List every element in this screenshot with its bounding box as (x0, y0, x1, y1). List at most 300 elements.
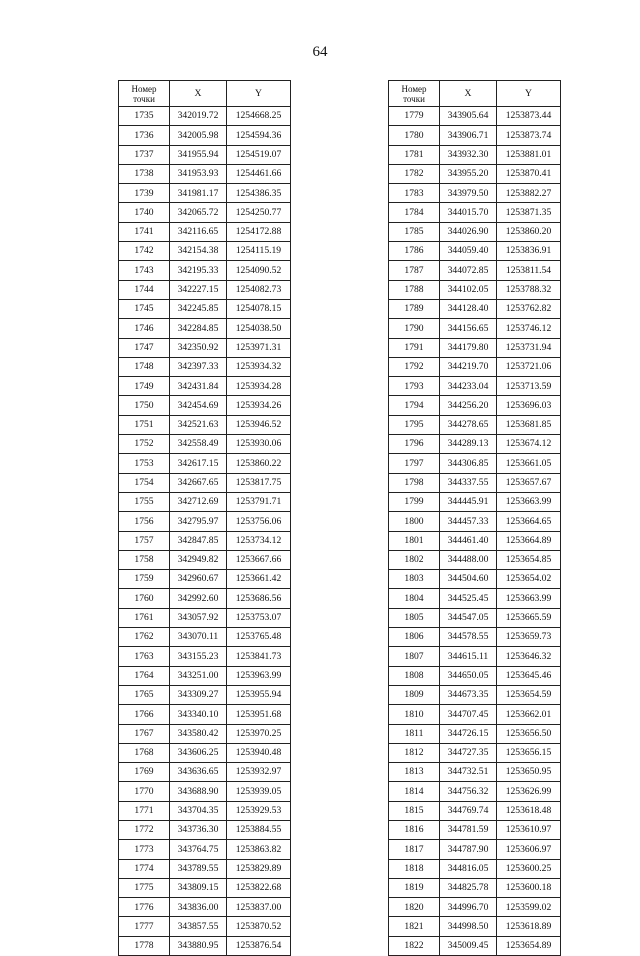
table-row (119, 184, 291, 203)
cell-y: 1253882.27 (497, 184, 561, 203)
cell-point-number: 1745 (119, 299, 170, 318)
cell-y: 1254090.52 (227, 261, 291, 280)
cell-x: 342454.69 (170, 396, 227, 415)
cell-x: 343789.55 (170, 859, 227, 878)
cell-point-number: 1738 (119, 164, 170, 183)
cell-x: 342116.65 (170, 222, 227, 241)
cell-x: 343836.00 (170, 898, 227, 917)
table-row (119, 666, 291, 685)
cell-y: 1253822.68 (227, 878, 291, 897)
cell-point-number: 1735 (119, 107, 170, 126)
table-row (389, 222, 561, 241)
table-row (119, 840, 291, 859)
cell-point-number: 1775 (119, 878, 170, 897)
cell-y: 1253600.18 (497, 878, 561, 897)
coordinates-table-right (388, 80, 561, 956)
cell-y: 1253664.89 (497, 531, 561, 550)
cell-point-number: 1760 (119, 589, 170, 608)
table-row (389, 145, 561, 164)
table-row (119, 763, 291, 782)
cell-y: 1253654.02 (497, 570, 561, 589)
cell-point-number: 1779 (389, 107, 440, 126)
table-row (389, 878, 561, 897)
cell-y: 1253873.44 (497, 107, 561, 126)
table-row (119, 570, 291, 589)
cell-x: 343070.11 (170, 628, 227, 647)
table-row (389, 724, 561, 743)
cell-x: 344787.90 (440, 840, 497, 859)
cell-y: 1254078.15 (227, 299, 291, 318)
cell-x: 343251.00 (170, 666, 227, 685)
table-row (119, 261, 291, 280)
table-row (389, 628, 561, 647)
table-row (389, 126, 561, 145)
cell-point-number: 1767 (119, 724, 170, 743)
cell-point-number: 1811 (389, 724, 440, 743)
cell-x: 343704.35 (170, 801, 227, 820)
table-row (389, 859, 561, 878)
cell-point-number: 1802 (389, 550, 440, 569)
cell-x: 344673.35 (440, 685, 497, 704)
cell-x: 344781.59 (440, 820, 497, 839)
cell-point-number: 1784 (389, 203, 440, 222)
cell-point-number: 1805 (389, 608, 440, 627)
table-row (119, 338, 291, 357)
cell-x: 343905.64 (440, 107, 497, 126)
cell-y: 1253654.59 (497, 685, 561, 704)
table-row (119, 473, 291, 492)
table-row (119, 820, 291, 839)
header-x: X (440, 81, 497, 107)
cell-point-number: 1793 (389, 377, 440, 396)
cell-y: 1253656.15 (497, 743, 561, 762)
cell-y: 1253646.32 (497, 647, 561, 666)
table-row (389, 164, 561, 183)
cell-point-number: 1815 (389, 801, 440, 820)
table-row (389, 936, 561, 955)
cell-point-number: 1786 (389, 242, 440, 261)
cell-x: 342195.33 (170, 261, 227, 280)
cell-y: 1253662.01 (497, 705, 561, 724)
cell-x: 342397.33 (170, 357, 227, 376)
table-row (389, 820, 561, 839)
cell-y: 1253664.65 (497, 512, 561, 531)
table-row (389, 589, 561, 608)
cell-point-number: 1820 (389, 898, 440, 917)
cell-point-number: 1772 (119, 820, 170, 839)
cell-y: 1253955.94 (227, 685, 291, 704)
cell-y: 1253661.42 (227, 570, 291, 589)
cell-point-number: 1813 (389, 763, 440, 782)
cell-x: 344256.20 (440, 396, 497, 415)
cell-x: 342227.15 (170, 280, 227, 299)
cell-point-number: 1763 (119, 647, 170, 666)
cell-y: 1253659.73 (497, 628, 561, 647)
cell-point-number: 1791 (389, 338, 440, 357)
cell-y: 1254668.25 (227, 107, 291, 126)
cell-x: 341953.93 (170, 164, 227, 183)
cell-point-number: 1746 (119, 319, 170, 338)
cell-x: 345009.45 (440, 936, 497, 955)
cell-x: 344727.35 (440, 743, 497, 762)
cell-y: 1253626.99 (497, 782, 561, 801)
table-row (389, 435, 561, 454)
cell-x: 343906.71 (440, 126, 497, 145)
cell-x: 344102.05 (440, 280, 497, 299)
cell-point-number: 1740 (119, 203, 170, 222)
table-header-row (389, 81, 561, 107)
cell-point-number: 1771 (119, 801, 170, 820)
table-row (119, 164, 291, 183)
cell-point-number: 1750 (119, 396, 170, 415)
header-y: Y (497, 81, 561, 107)
cell-point-number: 1741 (119, 222, 170, 241)
table-row (119, 628, 291, 647)
table-row (119, 222, 291, 241)
cell-y: 1253951.68 (227, 705, 291, 724)
cell-x: 344998.50 (440, 917, 497, 936)
table-row (119, 936, 291, 955)
cell-y: 1253762.82 (497, 299, 561, 318)
table-row (389, 473, 561, 492)
cell-y: 1253930.06 (227, 435, 291, 454)
cell-x: 344445.91 (440, 492, 497, 511)
cell-x: 344769.74 (440, 801, 497, 820)
cell-point-number: 1751 (119, 415, 170, 434)
cell-x: 344816.05 (440, 859, 497, 878)
table-row (119, 319, 291, 338)
cell-y: 1254461.66 (227, 164, 291, 183)
cell-x: 344504.60 (440, 570, 497, 589)
table-row (119, 203, 291, 222)
cell-y: 1253734.12 (227, 531, 291, 550)
cell-y: 1253667.66 (227, 550, 291, 569)
table-row (119, 589, 291, 608)
cell-x: 344488.00 (440, 550, 497, 569)
cell-point-number: 1822 (389, 936, 440, 955)
cell-x: 343764.75 (170, 840, 227, 859)
table-row (119, 357, 291, 376)
cell-y: 1253871.35 (497, 203, 561, 222)
cell-point-number: 1761 (119, 608, 170, 627)
table-row (389, 512, 561, 531)
table-row (389, 763, 561, 782)
cell-point-number: 1797 (389, 454, 440, 473)
cell-y: 1253753.07 (227, 608, 291, 627)
table-row (389, 917, 561, 936)
cell-x: 344525.45 (440, 589, 497, 608)
table-row (119, 898, 291, 917)
cell-y: 1253884.55 (227, 820, 291, 839)
cell-x: 342847.85 (170, 531, 227, 550)
cell-x: 343932.30 (440, 145, 497, 164)
cell-y: 1253970.25 (227, 724, 291, 743)
table-row (119, 242, 291, 261)
cell-y: 1253681.85 (497, 415, 561, 434)
cell-y: 1253934.26 (227, 396, 291, 415)
cell-y: 1253841.73 (227, 647, 291, 666)
cell-x: 344306.85 (440, 454, 497, 473)
cell-x: 344156.65 (440, 319, 497, 338)
cell-point-number: 1776 (119, 898, 170, 917)
cell-x: 343955.20 (440, 164, 497, 183)
cell-point-number: 1803 (389, 570, 440, 589)
cell-point-number: 1792 (389, 357, 440, 376)
cell-point-number: 1781 (389, 145, 440, 164)
cell-x: 342005.98 (170, 126, 227, 145)
cell-point-number: 1816 (389, 820, 440, 839)
cell-x: 344179.80 (440, 338, 497, 357)
cell-x: 344233.04 (440, 377, 497, 396)
table-row (389, 685, 561, 704)
table-row (389, 782, 561, 801)
cell-y: 1253946.52 (227, 415, 291, 434)
table-row (119, 454, 291, 473)
cell-y: 1253765.48 (227, 628, 291, 647)
table-row (389, 801, 561, 820)
cell-point-number: 1755 (119, 492, 170, 511)
cell-x: 341955.94 (170, 145, 227, 164)
cell-y: 1253811.54 (497, 261, 561, 280)
cell-y: 1253929.53 (227, 801, 291, 820)
table-row (119, 107, 291, 126)
table-row (389, 647, 561, 666)
table-row (389, 377, 561, 396)
cell-y: 1253881.01 (497, 145, 561, 164)
cell-point-number: 1787 (389, 261, 440, 280)
cell-x: 343688.90 (170, 782, 227, 801)
table-row (119, 782, 291, 801)
table-row (389, 357, 561, 376)
cell-x: 342712.69 (170, 492, 227, 511)
cell-y: 1253876.54 (227, 936, 291, 955)
cell-y: 1253657.67 (497, 473, 561, 492)
cell-point-number: 1768 (119, 743, 170, 762)
table-row (119, 299, 291, 318)
cell-x: 342558.49 (170, 435, 227, 454)
cell-y: 1253721.06 (497, 357, 561, 376)
cell-y: 1254115.19 (227, 242, 291, 261)
cell-point-number: 1752 (119, 435, 170, 454)
cell-point-number: 1756 (119, 512, 170, 531)
table-row (389, 319, 561, 338)
cell-point-number: 1795 (389, 415, 440, 434)
cell-point-number: 1770 (119, 782, 170, 801)
cell-x: 344289.13 (440, 435, 497, 454)
table-row (389, 898, 561, 917)
cell-x: 344825.78 (440, 878, 497, 897)
table-row (119, 531, 291, 550)
table-row (389, 107, 561, 126)
cell-point-number: 1773 (119, 840, 170, 859)
cell-point-number: 1785 (389, 222, 440, 241)
table-row (119, 743, 291, 762)
table-row (389, 705, 561, 724)
cell-point-number: 1794 (389, 396, 440, 415)
cell-x: 343057.92 (170, 608, 227, 627)
cell-point-number: 1783 (389, 184, 440, 203)
cell-x: 344650.05 (440, 666, 497, 685)
cell-x: 343340.10 (170, 705, 227, 724)
cell-point-number: 1812 (389, 743, 440, 762)
cell-point-number: 1810 (389, 705, 440, 724)
cell-x: 342154.38 (170, 242, 227, 261)
cell-y: 1254082.73 (227, 280, 291, 299)
cell-point-number: 1744 (119, 280, 170, 299)
cell-y: 1253934.32 (227, 357, 291, 376)
cell-point-number: 1800 (389, 512, 440, 531)
cell-x: 344072.85 (440, 261, 497, 280)
table-row (119, 724, 291, 743)
cell-x: 344059.40 (440, 242, 497, 261)
cell-x: 344707.45 (440, 705, 497, 724)
cell-y: 1253686.56 (227, 589, 291, 608)
cell-point-number: 1801 (389, 531, 440, 550)
cell-y: 1253963.99 (227, 666, 291, 685)
table-row (119, 647, 291, 666)
cell-x: 343155.23 (170, 647, 227, 666)
coordinates-body-right (389, 107, 561, 956)
cell-x: 344128.40 (440, 299, 497, 318)
cell-point-number: 1782 (389, 164, 440, 183)
table-row (389, 743, 561, 762)
cell-y: 1253829.89 (227, 859, 291, 878)
cell-y: 1253817.75 (227, 473, 291, 492)
cell-y: 1254386.35 (227, 184, 291, 203)
cell-x: 344457.33 (440, 512, 497, 531)
cell-x: 342065.72 (170, 203, 227, 222)
table-row (389, 666, 561, 685)
page-number: 64 (312, 44, 328, 60)
cell-x: 342431.84 (170, 377, 227, 396)
cell-y: 1253650.95 (497, 763, 561, 782)
cell-y: 1253870.52 (227, 917, 291, 936)
cell-x: 344219.70 (440, 357, 497, 376)
cell-x: 342795.97 (170, 512, 227, 531)
cell-y: 1253860.22 (227, 454, 291, 473)
cell-point-number: 1748 (119, 357, 170, 376)
cell-y: 1253663.99 (497, 589, 561, 608)
cell-point-number: 1780 (389, 126, 440, 145)
cell-x: 342350.92 (170, 338, 227, 357)
cell-y: 1253654.85 (497, 550, 561, 569)
cell-y: 1254519.07 (227, 145, 291, 164)
cell-y: 1253665.59 (497, 608, 561, 627)
cell-x: 343636.65 (170, 763, 227, 782)
cell-point-number: 1789 (389, 299, 440, 318)
cell-x: 342019.72 (170, 107, 227, 126)
cell-x: 342960.67 (170, 570, 227, 589)
header-y: Y (227, 81, 291, 107)
table-row (119, 280, 291, 299)
table-row (389, 396, 561, 415)
cell-y: 1253618.48 (497, 801, 561, 820)
cell-point-number: 1809 (389, 685, 440, 704)
cell-y: 1254038.50 (227, 319, 291, 338)
cell-point-number: 1799 (389, 492, 440, 511)
cell-x: 343580.42 (170, 724, 227, 743)
cell-point-number: 1796 (389, 435, 440, 454)
table-row (389, 299, 561, 318)
cell-y: 1253836.91 (497, 242, 561, 261)
cell-point-number: 1747 (119, 338, 170, 357)
cell-point-number: 1777 (119, 917, 170, 936)
table-row (389, 280, 561, 299)
table-row (119, 435, 291, 454)
cell-y: 1253600.25 (497, 859, 561, 878)
cell-y: 1253791.71 (227, 492, 291, 511)
cell-x: 344015.70 (440, 203, 497, 222)
cell-point-number: 1753 (119, 454, 170, 473)
cell-y: 1253663.99 (497, 492, 561, 511)
table-row (119, 145, 291, 164)
table-row (389, 570, 561, 589)
table-row (119, 705, 291, 724)
table-row (389, 415, 561, 434)
cell-x: 342284.85 (170, 319, 227, 338)
coordinates-table-left (118, 80, 291, 956)
cell-x: 342617.15 (170, 454, 227, 473)
cell-point-number: 1739 (119, 184, 170, 203)
table-row (119, 126, 291, 145)
table-row (119, 415, 291, 434)
cell-x: 344756.32 (440, 782, 497, 801)
cell-y: 1253934.28 (227, 377, 291, 396)
cell-y: 1253610.97 (497, 820, 561, 839)
table-row (119, 859, 291, 878)
table-row (119, 512, 291, 531)
cell-point-number: 1778 (119, 936, 170, 955)
header-point-number: Номер точки (389, 81, 440, 107)
cell-point-number: 1757 (119, 531, 170, 550)
cell-x: 342245.85 (170, 299, 227, 318)
cell-y: 1253661.05 (497, 454, 561, 473)
cell-point-number: 1736 (119, 126, 170, 145)
cell-point-number: 1749 (119, 377, 170, 396)
cell-x: 343309.27 (170, 685, 227, 704)
cell-x: 342992.60 (170, 589, 227, 608)
cell-y: 1253656.50 (497, 724, 561, 743)
table-row (119, 608, 291, 627)
cell-x: 344732.51 (440, 763, 497, 782)
table-header-row (119, 81, 291, 107)
cell-y: 1253696.03 (497, 396, 561, 415)
cell-y: 1253932.97 (227, 763, 291, 782)
table-row (389, 492, 561, 511)
cell-x: 344996.70 (440, 898, 497, 917)
cell-y: 1254172.88 (227, 222, 291, 241)
cell-y: 1254250.77 (227, 203, 291, 222)
cell-y: 1253731.94 (497, 338, 561, 357)
cell-x: 341981.17 (170, 184, 227, 203)
cell-y: 1253939.05 (227, 782, 291, 801)
cell-x: 344726.15 (440, 724, 497, 743)
cell-point-number: 1821 (389, 917, 440, 936)
cell-y: 1253746.12 (497, 319, 561, 338)
table-row (119, 492, 291, 511)
table-row (389, 454, 561, 473)
table-row (119, 550, 291, 569)
cell-point-number: 1754 (119, 473, 170, 492)
cell-point-number: 1806 (389, 628, 440, 647)
cell-point-number: 1766 (119, 705, 170, 724)
cell-y: 1253788.32 (497, 280, 561, 299)
cell-y: 1253940.48 (227, 743, 291, 762)
cell-y: 1253971.31 (227, 338, 291, 357)
cell-x: 343736.30 (170, 820, 227, 839)
cell-point-number: 1807 (389, 647, 440, 666)
table-row (389, 338, 561, 357)
